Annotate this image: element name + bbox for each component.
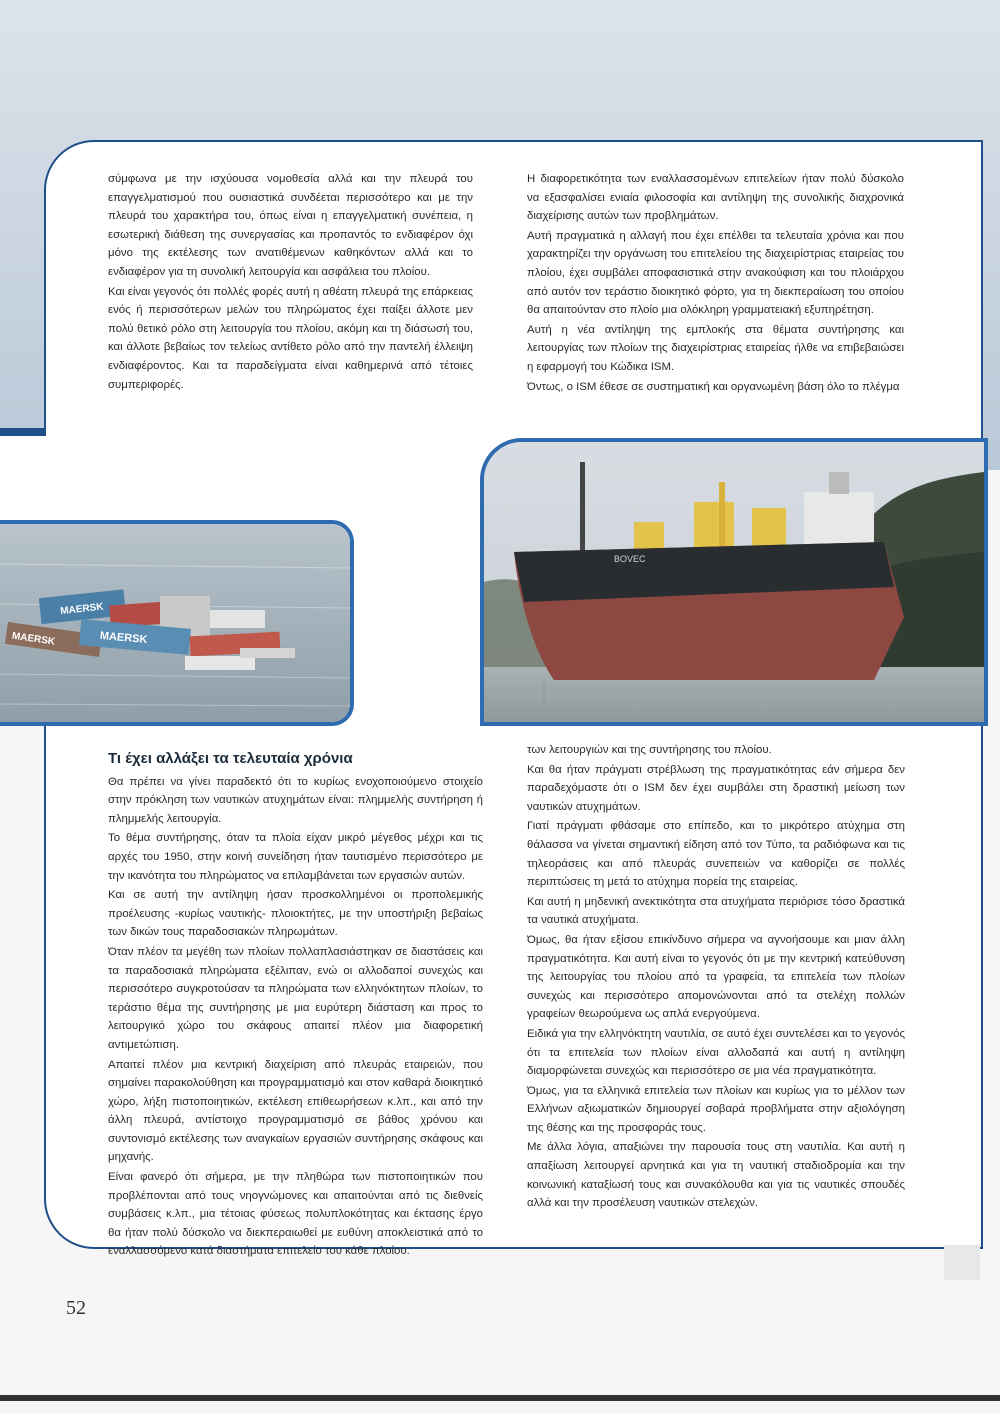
- paragraph: Γιατί πράγματι φθάσαμε στο επίπεδο, και το μικρότερο ατύχημα στη θάλασσα να γίνεται σημαντική είδηση από τον Τύπο, τα ραδιόφωνα και τις τηλεοράσεις και από πλευράς συνεπειών να καθορίζει σε πολλές περιπτώσεις τη μετά το ατύχημα πορεία της εταιρείας.: [527, 820, 905, 889]
- paragraph: Αυτή πραγματικά η αλλαγή που έχει επέλθει τα τελευταία χρόνια και που χαρακτηρίζει την οργάνωση του επιτελείου της διαχειρίστριας εταιρείας του πλοίου, έχει συμβάλει αποφασιστικά στην ανακούφιση και του πλοιάρχου από αυτόν τον τεράστιο διοικητικό φόρτο, για τη διεκπεραίωση του οποίου θα απαιτούνταν στο πλοίο μια ολόκληρη γραμματειακή εξυπηρέτηση.: [527, 229, 904, 317]
- containers-illustration: [0, 524, 350, 722]
- ship-illustration: [484, 442, 984, 722]
- paragraph: Και σε αυτή την αντίληψη ήσαν προσκολλημένοι οι προπολεμικής προέλευσης -κυρίως ναυτικής- πλοιοκτήτες, με την υποστήριξη βεβαίως των δικών τους παραδοσιακών πληρωμάτων.: [108, 889, 483, 939]
- paragraph: Απαιτεί πλέον μια κεντρική διαχείριση από πλευράς εταιρειών, που σημαίνει παρακολούθηση και προγραμματισμό και στον καθαρά διοικητικό χώρο, λήξη πιστοποιητικών, εκτέλεση επιθεωρήσεων κ.λπ., και από την άλλη πλευρά, αντίστοιχο προγραμματισμό σε βάθος χρόνου και συντονισμό εκτέλεσης των αναγκαίων εργασιών συντήρησης σκάφους και μηχανής.: [108, 1058, 483, 1164]
- paragraph: Είναι φανερό ότι σήμερα, με την πληθώρα των πιστοποιητικών που προβλέπονται από τους νηογνώμονες και απαιτούνται από τις διεθνείς συμβάσεις κ.λπ., μια τέτοιας φύσεως πολυπλοκότητας και έκτασης έργο θα ήταν πολύ δύσκολο να διεκπεραιωθεί με ευθύνη αποκλειστικά από το εναλλασσόμενο κατά διαστήματα επιτελείο του κάθε πλοίου.: [108, 1171, 483, 1258]
- paragraph: σύμφωνα με την ισχύουσα νομοθεσία αλλά και την πλευρά του επαγγελματισμού που ουσιαστικά συνδέεται περισσότερο και με την πλευρά του χαρακτήρα του, όπως είναι η επαγγελματική συνέπεια, η εσωτερική διάθεση της συνεργασίας και προπαντός το ενδιαφέρον όχι μόνο της εκτέλεσης των ανατιθέμενων καθηκόντων αλλά και το ενδιαφέρον για τη συνολική λειτουργία και ασφάλεια του πλοίου.: [108, 173, 473, 278]
- paragraph: Αυτή η νέα αντίληψη της εμπλοκής στα θέματα συντήρησης και λειτουργίας των πλοίων της διαχειρίστριας εταιρείας ήλθε να επιβεβαιώσει η εφαρμογή του Κώδικα ISM.: [527, 323, 904, 373]
- paragraph: Και θα ήταν πράγματι στρέβλωση της πραγματικότητας εάν σήμερα δεν παραδεχόμαστε ότι ο ISM δεν έχει συμβάλει στη δραστική μείωση των ναυτικών ατυχημάτων.: [527, 763, 905, 813]
- container-label: MAERSK: [59, 601, 105, 618]
- containers-photo: [0, 520, 354, 726]
- page-number: 52: [66, 1297, 86, 1319]
- bottom-right-column: [527, 741, 905, 1214]
- ship-photo: [480, 438, 988, 726]
- footer-rule: [0, 1395, 1000, 1401]
- left-accent-bar: [0, 428, 46, 436]
- container-label: MAERSK: [99, 629, 148, 647]
- paragraph: Η διαφορετικότητα των εναλλασσομένων επιτελείων ήταν πολύ δύσκολο να εξασφαλίσει ενιαία φιλοσοφία και αντίληψη της συνολικής διαχρονικά διαχείρισης αυτών των προβλημάτων.: [527, 173, 904, 223]
- page-edge-shadow: [944, 1245, 980, 1280]
- paragraph: των λειτουργιών και της συντήρησης του πλοίου.: [527, 744, 772, 756]
- top-left-column: [108, 170, 473, 395]
- top-right-column: [527, 170, 904, 397]
- bottom-left-column: [108, 750, 483, 1262]
- paragraph: Το θέμα συντήρησης, όταν τα πλοία είχαν μικρό μέγεθος μέχρι και τις αρχές του 1950, στην κοινή συνείδηση ήταν ταυτισμένο περισσότερο με την ικανότητα του πληρώματος να επιλαμβάνεται των εργασιών αυτών.: [108, 832, 483, 882]
- paragraph: Και είναι γεγονός ότι πολλές φορές αυτή η αθέατη πλευρά της επάρκειας ενός ή περισσότερων μελών του πληρώματος έχει παίξει άλλοτε μεν πολύ θετικό ρόλο στη λειτουργία του πλοίου, ακόμη και τη διάσωσή του, και άλλοτε βεβαίως τον τελείως αντίθετο ρόλο από την παντελή έλλειψη ενδιαφέροντος. Και τα παραδείγματα είναι καθημερινά από τέτοιες συμπεριφορές.: [108, 285, 473, 391]
- paragraph: Όταν πλέον τα μεγέθη των πλοίων πολλαπλασιάστηκαν σε διαστάσεις και τα παραδοσιακά πληρώματα εξέλιπαν, ενώ οι αλλοδαποί συνεχώς και περισσότερο συγκροτούσαν τα πληρώματα των ελληνόκτητων πλοίων, το τεράστιο θέμα της συντήρησης με μια ευρύτερη διάσταση και προς το λειτουργικό χώρο του σκάφους απαιτεί πλέον μια διαφορετική αντιμετώπιση.: [108, 945, 483, 1051]
- container-label: MAERSK: [11, 630, 56, 648]
- section-heading: Τι έχει αλλάξει τα τελευταία χρόνια: [108, 750, 353, 767]
- paragraph: Ειδικά για την ελληνόκτητη ναυτιλία, σε αυτό έχει συντελέσει και το γεγονός ότι τα επιτελεία των πλοίων είναι αλλοδαπά και αυτή η αντίληψη διαμορφώνεται συνεχώς και περισσότερο σε μια νέα πραγματικότητα.: [527, 1027, 905, 1078]
- paragraph: Και αυτή η μηδενική ανεκτικότητα στα ατυχήματα περιόρισε τόσο δραστικά τα ναυτικά ατυχήματα.: [527, 895, 905, 927]
- paragraph: Όμως, θα ήταν εξίσου επικίνδυνο σήμερα να αγνοήσουμε και μιαν άλλη πραγματικότητα. Και αυτή είναι το γεγονός ότι με την κεντρική κατεύθυνση της λειτουργίας του πλοίου από τα γραφεία, τα επιτελεία των πλοίων συνεχώς και περισσότερο απομονώνονται από τα στελέχη πολλών γραφείων θεωρούμενα ως απλά ενεργούμενα.: [527, 933, 905, 1021]
- paragraph: Με άλλα λόγια, απαξιώνει την παρουσία τους στη ναυτιλία. Και αυτή η απαξίωση λειτουργεί αρνητικά και για τη ναυτική σταδιοδρομία και την κοινωνική καταξίωσή τους και συνακόλουθα και για τις ναυτικές σπουδές αλλά και την προσέλευση ναυτικών στελεχών.: [527, 1141, 905, 1210]
- paragraph: Θα πρέπει να γίνει παραδεκτό ότι το κυρίως ενοχοποιούμενο στοιχείο στην πρόκληση των ναυτικών ατυχημάτων είναι: πλημμελής συντήρηση ή πλημμελής λειτουργία.: [108, 775, 483, 825]
- paragraph: Όντως, ο ISM έθεσε σε συστηματική και οργανωμένη βάση όλο το πλέγμα: [527, 380, 900, 393]
- hull-name: BOVEC: [614, 554, 646, 564]
- paragraph: Όμως, για τα ελληνικά επιτελεία των πλοίων και κυρίως για το μέλλον των Ελλήνων αξιωματικών δημιουργεί σοβαρά προβλήματα στην αξιολόγηση της θέσης και της προσφοράς τους.: [527, 1084, 905, 1134]
